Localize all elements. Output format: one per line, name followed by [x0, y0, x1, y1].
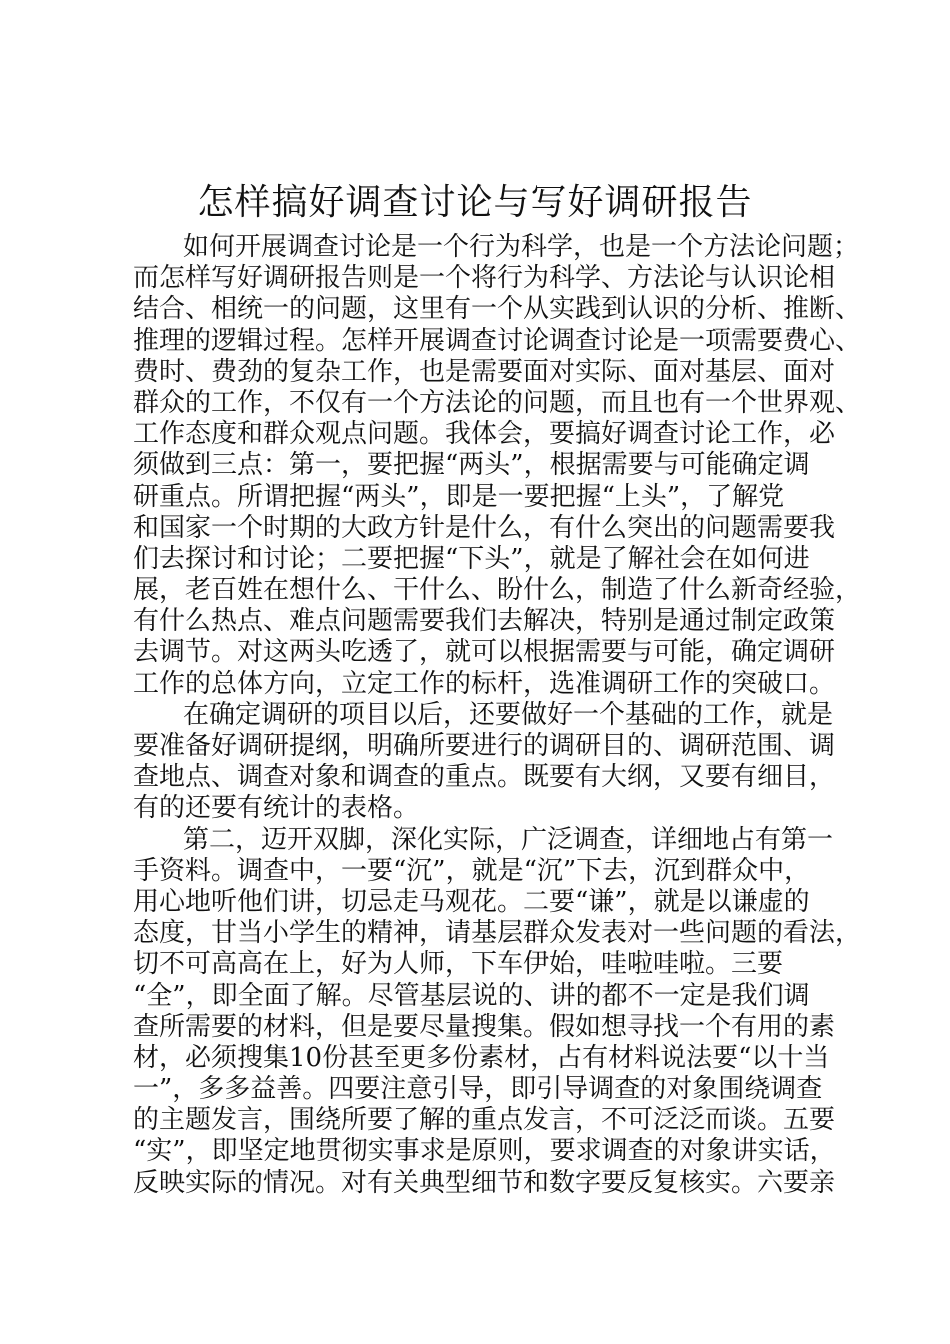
text-line: 在确定调研的项目以后，还要做好一个基础的工作，就是 — [183, 699, 834, 730]
text-line: 研重点。所谓把握“两头”，即是一要把握“上头”，了解党 — [133, 481, 785, 512]
text-line: 费时、费劲的复杂工作，也是需要面对实际、面对基层、面对 — [133, 356, 836, 387]
text-line: 工作的总体方向，立定工作的标杆，选准调研工作的突破口。 — [133, 668, 836, 699]
text-line: 如何开展调查讨论是一个行为科学，也是一个方法论问题； — [183, 232, 860, 262]
text-line: 材，必须搜集10份甚至更多份素材，占有材料说法要“以十当 — [133, 1042, 830, 1073]
text-line: 有什么热点、难点问题需要我们去解决，特别是通过制定政策 — [133, 606, 836, 637]
text-line: 和国家一个时期的大政方针是什么，有什么突出的问题需要我 — [133, 512, 836, 543]
text-line: 查地点、调查对象和调查的重点。既要有大纲，又要有细目， — [133, 762, 836, 793]
text-line: 切不可高高在上，好为人师，下车伊始，哇啦哇啦。三要 — [133, 949, 784, 980]
text-line: 推理的逻辑过程。怎样开展调查讨论调查讨论是一项需要费心、 — [133, 325, 862, 356]
text-line: 的主题发言，围绕所要了解的重点发言，不可泛泛而谈。五要 — [133, 1105, 836, 1136]
text-line: 有的还要有统计的表格。 — [133, 793, 420, 824]
text-line: 工作态度和群众观点问题。我体会，要搞好调查讨论工作，必 — [133, 419, 836, 450]
text-line: “全”，即全面了解。尽管基层说的、讲的都不一定是我们调 — [133, 980, 810, 1011]
text-line: 一”，多多益善。四要注意引导，即引导调查的对象围绕调查 — [133, 1074, 823, 1105]
text-line: “实”，即坚定地贯彻实事求是原则，要求调查的对象讲实话， — [133, 1136, 836, 1167]
text-line: 要准备好调研提纲，明确所要进行的调研目的、调研范围、调 — [133, 731, 836, 761]
text-line: 手资料。调查中，一要“沉”，就是“沉”下去，沉到群众中， — [133, 855, 811, 886]
text-line: 而怎样写好调研报告则是一个将行为科学、方法论与认识论相 — [133, 263, 836, 294]
document-title: 怎样搞好调查讨论与写好调研报告 — [197, 182, 753, 223]
text-line: 群众的工作，不仅有一个方法论的问题，而且也有一个世界观、 — [133, 387, 862, 418]
text-line: 须做到三点：第一，要把握“两头”，根据需要与可能确定调 — [133, 450, 810, 481]
text-line: 展，老百姓在想什么、干什么、盼什么，制造了什么新奇经验， — [133, 575, 862, 606]
text-line: 结合、相统一的问题，这里有一个从实践到认识的分析、推断、 — [133, 294, 862, 325]
text-line: 反映实际的情况。对有关典型细节和数字要反复核实。六要亲 — [133, 1167, 836, 1198]
document-body — [133, 232, 862, 1199]
text-line: 查所需要的材料，但是要尽量搜集。假如想寻找一个有用的素 — [133, 1011, 836, 1042]
text-line: 态度，甘当小学生的精神，请基层群众发表对一些问题的看法， — [133, 918, 862, 949]
text-line: 去调节。对这两头吃透了，就可以根据需要与可能，确定调研 — [133, 637, 836, 668]
text-line: 用心地听他们讲，切忌走马观花。二要“谦”，就是以谦虚的 — [133, 886, 810, 917]
text-line: 们去探讨和讨论；二要把握“下头”，就是了解社会在如何进 — [133, 543, 810, 574]
text-line: 第二，迈开双脚，深化实际，广泛调查，详细地占有第一 — [183, 824, 834, 855]
